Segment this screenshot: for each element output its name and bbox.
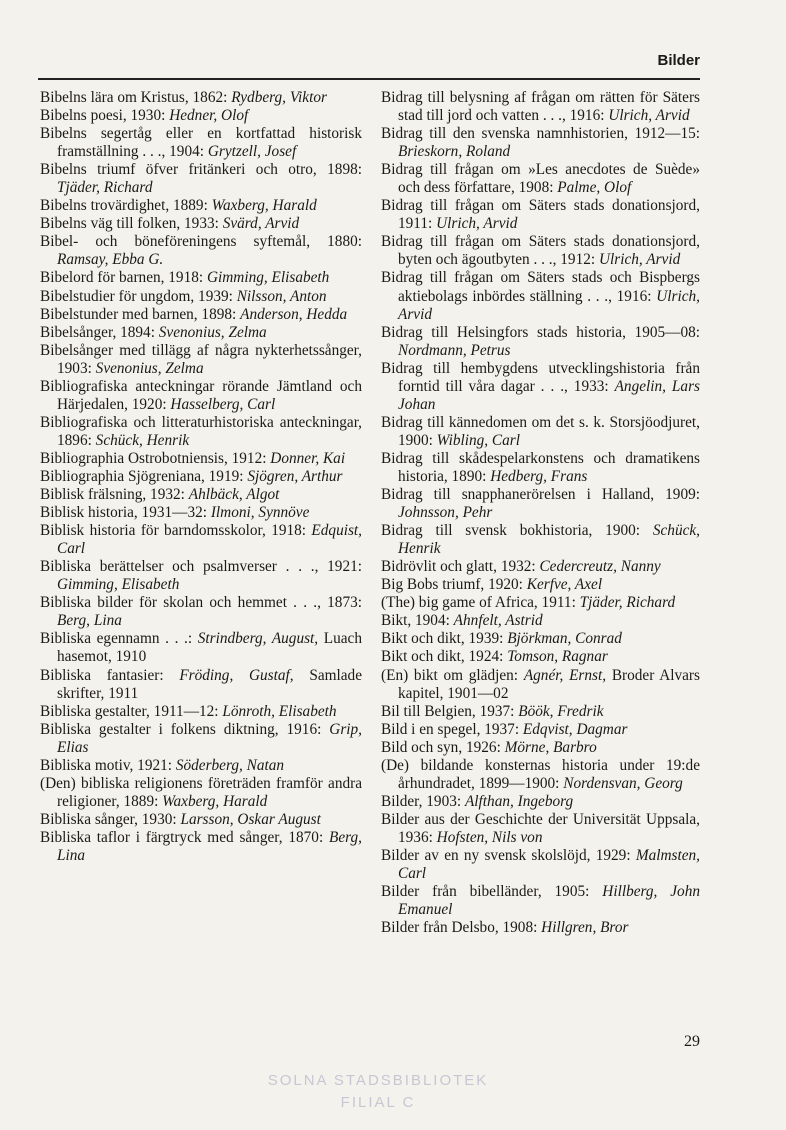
entry-author: Hillgren, Bror [541, 919, 629, 937]
page-number: 29 [684, 1033, 700, 1050]
entry-note: Luach hasemot, 1910 [57, 630, 362, 666]
entry-title: Bikt och dikt, 1939: [381, 630, 508, 648]
index-entry [381, 919, 700, 937]
index-entry [381, 324, 700, 360]
index-entry [40, 450, 362, 468]
index-entry [381, 233, 700, 269]
index-entry [40, 829, 362, 865]
entry-author: Alfthan, Ingeborg [464, 792, 574, 810]
index-entry [40, 306, 362, 324]
stamp-line: FILIAL C [340, 1094, 416, 1111]
entry-author: Waxberg, Harald [162, 792, 268, 810]
entry-author: Hasselberg, Carl [170, 395, 276, 413]
entry-title: Bibliska fantasier: [40, 666, 180, 684]
index-entry [381, 576, 700, 594]
entry-title: Bibelns poesi, 1930: [40, 107, 170, 125]
entry-author: Gimming, Elisabeth [57, 576, 180, 594]
index-entry [40, 504, 362, 522]
entry-author: Gimming, Elisabeth [206, 269, 330, 287]
index-entry [381, 360, 700, 414]
entry-author: Ulrich, Arvid [608, 107, 690, 125]
entry-note: Broder Alvars kapitel, 1901—02 [398, 666, 700, 702]
entry-title: Bidrag till frågan om Säters stads donationsjord, byten och ägoutbyten . . ., 1912: [381, 233, 700, 269]
index-entry [381, 667, 700, 703]
entry-author: Agnér, Ernst, [523, 666, 607, 684]
index-entry [40, 324, 362, 342]
index-entry [40, 107, 362, 125]
entry-author: Palme, Olof [557, 179, 632, 197]
entry-author: Hofsten, Nils von [436, 828, 543, 846]
entry-author: Schück, Henrik [95, 431, 190, 449]
entry-title: Bibelns väg till folken, 1933: [40, 215, 223, 233]
entry-title: Bikt, 1904: [381, 612, 454, 630]
entry-title: Bibliska gestalter i folkens diktning, 1916: [40, 720, 330, 738]
entry-author: Ahlbäck, Algot [188, 486, 280, 504]
entry-author: Böök, Fredrik [518, 702, 604, 720]
index-entry [381, 486, 700, 522]
entry-title: Bibelns lära om Kristus, 1862: [40, 89, 232, 106]
index-entry [381, 847, 700, 883]
index-entry [40, 703, 362, 721]
entry-title: Bibliographia Sjögreniana, 1919: [40, 467, 248, 485]
running-header: Bilder [657, 52, 700, 69]
index-entry [40, 775, 362, 811]
entry-title: Bild och syn, 1926: [381, 738, 505, 756]
entry-title: Bild i en spegel, 1937: [381, 720, 523, 738]
entry-author: Brieskorn, Roland [398, 143, 511, 161]
entry-author: Söderberg, Natan [175, 756, 285, 774]
entry-title: Bibel- och böneföreningens syftemål, 1880: [40, 233, 362, 251]
index-entry [40, 630, 362, 666]
entry-author: Berg, Lina [57, 828, 362, 864]
entry-author: Tjäder, Richard [57, 179, 153, 197]
index-entry [381, 594, 700, 612]
entry-title: Bidrag till frågan om »Les anecdotes de Suède» och dess författare, 1908: [381, 161, 700, 197]
entry-title: Bibliska bilder för skolan och hemmet . . ., 1873: [40, 594, 362, 612]
entry-author: Nilsson, Anton [236, 287, 327, 305]
entry-title: Bidrag till Helsingfors stads historia, 1905—08: [381, 323, 700, 341]
stamp-line: SOLNA STADSBIBLIOTEK [267, 1072, 489, 1089]
index-entry [381, 414, 700, 450]
entry-author: Grytzell, Josef [207, 143, 297, 161]
entry-title: Bibliographia Ostrobotniensis, 1912: [40, 449, 271, 467]
entry-title: Bilder från bibelländer, 1905: [381, 883, 603, 901]
entry-author: Mörne, Barbro [504, 738, 597, 756]
entry-author: Grip, Elias [57, 720, 362, 756]
index-entry [40, 215, 362, 233]
entry-title: Bilder av en ny svensk skolslöjd, 1929: [381, 846, 636, 864]
entry-title: Bidrag till svensk bokhistoria, 1900: [381, 522, 653, 540]
index-entry [40, 342, 362, 378]
entry-author: Nordensvan, Georg [563, 774, 683, 792]
entry-title: Bibelns triumf öfver fritänkeri och otro, 1898: [40, 161, 362, 179]
index-entry [381, 757, 700, 793]
index-entry [40, 269, 362, 287]
index-entry [381, 161, 700, 197]
entry-author: Fröding, Gustaf, [179, 666, 294, 684]
entry-author: Hedberg, Frans [490, 467, 588, 485]
entry-author: Larsson, Oskar August [180, 810, 321, 828]
index-entry [381, 703, 700, 721]
entry-author: Hillberg, John Emanuel [398, 883, 700, 919]
index-entry [381, 89, 700, 125]
entry-author: Schück, Henrik [398, 522, 700, 558]
entry-author: Lönroth, Elisabeth [222, 702, 337, 720]
entry-title: Bidrag till snapphanerörelsen i Halland, 1909: [381, 486, 700, 504]
entry-title: Bidrag till belysning af frågan om rätten för Säters stad till jord och vatten . . ., 1916: [381, 89, 700, 125]
entry-title: Bibliska egennamn . . .: [40, 630, 198, 648]
entry-title: Bikt och dikt, 1924: [381, 648, 508, 666]
index-entry [40, 522, 362, 558]
right-column [381, 89, 700, 937]
index-entry [381, 721, 700, 739]
entry-author: Svärd, Arvid [222, 215, 300, 233]
index-entry [381, 630, 700, 648]
entry-author: Cedercreutz, Nanny [539, 558, 661, 576]
entry-title: Bibliska sånger, 1930: [40, 810, 181, 828]
index-entry [381, 125, 700, 161]
entry-title: Bidrag till den svenska namnhistorien, 1912—15: [381, 125, 700, 143]
index-entry [381, 450, 700, 486]
index-entry [40, 161, 362, 197]
entry-title: Bibelns segertåg eller en kortfattad historisk framställning . . ., 1904: [40, 125, 362, 161]
entry-title: Bibliska gestalter, 1911—12: [40, 702, 223, 720]
entry-title: Bidrag till hembygdens utvecklingshistoria från forntid till våra dagar . . ., 1933: [381, 359, 700, 395]
index-entry [381, 197, 700, 233]
entry-title: Bibelord för barnen, 1918: [40, 269, 207, 287]
entry-author: Waxberg, Harald [211, 197, 317, 215]
entry-title: Bibliska berättelser och psalmverser . . ., 1921: [40, 558, 362, 576]
index-entry [40, 757, 362, 775]
index-entry [40, 811, 362, 829]
index-entry [381, 883, 700, 919]
entry-author: Angelin, Lars Johan [398, 377, 700, 413]
index-entry [381, 739, 700, 757]
index-entry [381, 811, 700, 847]
entry-author: Anderson, Hedda [240, 305, 348, 323]
index-entry [40, 233, 362, 269]
entry-title: Bidrag till frågan om Säters stads donationsjord, 1911: [381, 197, 700, 233]
entry-author: Björkman, Conrad [507, 630, 622, 648]
entry-title: Bibelstunder med barnen, 1898: [40, 305, 241, 323]
entry-title: Bidrag till frågan om Säters stads och Bispbergs aktiebolags inbördes ställning . . ., 1916: [381, 269, 700, 305]
entry-title: Bibliografiska anteckningar rörande Jämtland och Härjedalen, 1920: [40, 377, 362, 413]
entry-author: Nordmann, Petrus [398, 341, 511, 359]
entry-title: Bilder aus der Geschichte der Universität Uppsala, 1936: [381, 810, 700, 846]
entry-author: Hedner, Olof [169, 107, 249, 125]
entry-author: Tomson, Ragnar [507, 648, 608, 666]
entry-title: (De) bildande konsternas historia under 19:de århundradet, 1899—1900: [381, 756, 700, 792]
entry-title: (The) big game of Africa, 1911: [381, 594, 580, 612]
entry-title: Bilder från Delsbo, 1908: [381, 919, 542, 937]
entry-title: Bibelstudier för ungdom, 1939: [40, 287, 237, 305]
entry-note: Samlade skrifter, 1911 [57, 666, 362, 702]
entry-title: (En) bikt om glädjen: [381, 666, 524, 684]
index-entry [40, 378, 362, 414]
entry-title: Biblisk historia, 1931—32: [40, 504, 211, 522]
entry-author: Kerfve, Axel [526, 576, 603, 594]
entry-author: Svenonius, Zelma [158, 323, 267, 341]
entry-title: Biblisk historia för barndomsskolor, 1918: [40, 522, 312, 540]
entry-author: Malmsten, Carl [398, 846, 700, 883]
entry-author: Ahnfelt, Astrid [453, 612, 543, 630]
index-entry [381, 612, 700, 630]
index-entry [40, 197, 362, 215]
entry-author: Ulrich, Arvid [436, 215, 518, 233]
index-entry [40, 667, 362, 703]
index-entry [40, 89, 362, 107]
entry-title: Bibliska motiv, 1921: [40, 756, 176, 774]
entry-title: Bidrag till kännedomen om det s. k. Storsjöodjuret, 1900: [381, 413, 700, 449]
library-stamp [248, 1070, 508, 1114]
entry-title: Bibelsånger med tillägg af några nykterhetssånger, 1903: [40, 341, 362, 377]
entry-author: Wibling, Carl [436, 431, 520, 449]
entry-title: Bibliografiska och litteraturhistoriska anteckningar, 1896: [40, 413, 362, 449]
entry-title: Bil till Belgien, 1937: [381, 702, 519, 720]
entry-author: Ulrich, Arvid [598, 251, 681, 269]
entry-title: Bidrag till skådespelarkonstens och dramatikens historia, 1890: [381, 449, 700, 485]
entry-author: Donner, Kai [270, 449, 346, 467]
left-column [40, 89, 362, 865]
index-entry [40, 594, 362, 630]
entry-title: (Den) bibliska religionens företräden framför andra religioner, 1889: [40, 774, 362, 810]
index-entry [381, 522, 700, 558]
index-entry [381, 558, 700, 576]
entry-author: Ulrich, Arvid [398, 287, 700, 323]
entry-author: Berg, Lina [57, 612, 122, 630]
entry-author: Strindberg, August, [197, 630, 319, 648]
header-rule [38, 78, 700, 80]
entry-title: Bibelns trovärdighet, 1889: [40, 197, 212, 215]
entry-author: Ilmoni, Synnöve [210, 504, 310, 522]
entry-author: Ramsay, Ebba G. [57, 251, 164, 269]
entry-title: Biblisk frälsning, 1932: [40, 486, 189, 504]
entry-title: Bidrövlit och glatt, 1932: [381, 558, 540, 576]
index-entry [40, 468, 362, 486]
index-entry [381, 648, 700, 666]
entry-title: Bibliska taflor i färgtryck med sånger, 1870: [40, 828, 329, 846]
index-entry [40, 414, 362, 450]
entry-author: Sjögren, Arthur [247, 467, 343, 485]
entry-author: Tjäder, Richard [579, 594, 676, 612]
entry-title: Bibelsånger, 1894: [40, 323, 159, 341]
index-entry [40, 558, 362, 594]
index-entry [40, 721, 362, 757]
index-entry [381, 793, 700, 811]
index-entry [40, 288, 362, 306]
index-entry [381, 269, 700, 323]
entry-title: Bilder, 1903: [381, 792, 465, 810]
entry-title: Big Bobs triumf, 1920: [381, 576, 527, 594]
index-entry [40, 125, 362, 161]
entry-author: Johnsson, Pehr [398, 504, 493, 522]
entry-author: Svenonius, Zelma [95, 359, 204, 377]
entry-author: Edqvist, Dagmar [522, 720, 628, 738]
entry-author: Rydberg, Viktor [231, 89, 327, 106]
entry-author: Edquist, Carl [57, 522, 362, 558]
index-entry [40, 486, 362, 504]
